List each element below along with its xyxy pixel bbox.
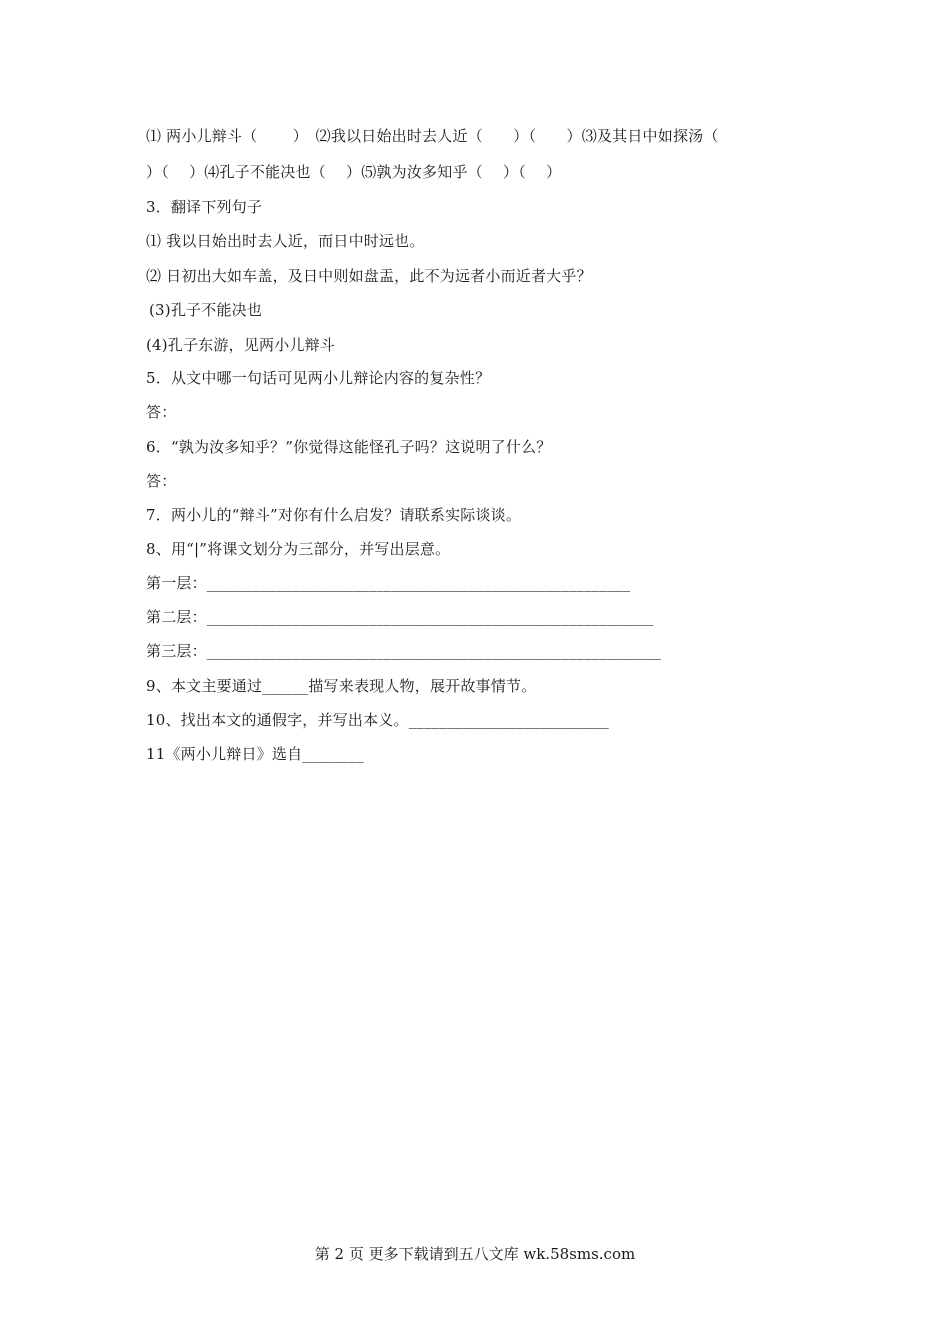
question-3-heading: 3．翻译下列句子: [146, 198, 263, 216]
answer-5-label: 答：: [146, 403, 177, 421]
question-3-item-2: ⑵ 日初出大如车盖，及日中则如盘盂，此不为远者小而近者大乎？: [146, 267, 592, 285]
question-2-line-2: ）（ ）⑷孔子不能决也（ ）⑸孰为汝多知乎（ ）（ ）: [146, 163, 562, 181]
question-2-line-1: ⑴ 两小儿辩斗（ ） ⑵我以日始出时去人近（ ）（ ）⑶及其日中如探汤（: [146, 127, 719, 145]
question-6: 6．“孰为汝多知乎？”你觉得这能怪孔子吗？这说明了什么？: [146, 438, 552, 456]
page-footer: 第 2 页 更多下载请到五八文库 wk.58sms.com: [314, 1245, 636, 1263]
answer-6-label: 答：: [146, 472, 177, 490]
question-5: 5．从文中哪一句话可见两小儿辩论内容的复杂性？: [146, 369, 491, 387]
question-8: 8、用“|”将课文划分为三部分，并写出层意。: [146, 540, 451, 558]
question-7: 7．两小儿的“辩斗”对你有什么启发？请联系实际谈谈。: [146, 506, 522, 524]
question-10: 10、找出本文的通假字，并写出本义。__________________________: [146, 711, 609, 729]
question-3-item-4: (4)孔子东游，见两小儿辩斗: [146, 336, 336, 354]
layer-1-blank: 第一层：_______________________________________________________: [146, 574, 631, 592]
question-11: 11《两小儿辩日》选自________: [146, 745, 364, 763]
layer-2-blank: 第二层：__________________________________________________________: [146, 608, 654, 626]
question-3-item-3: (3)孔子不能决也: [149, 301, 263, 319]
layer-3-blank: 第三层：___________________________________________________________: [146, 642, 662, 660]
question-9: 9、本文主要通过______描写来表现人物，展开故事情节。: [146, 677, 537, 695]
question-3-item-1: ⑴ 我以日始出时去人近，而日中时远也。: [146, 232, 425, 250]
